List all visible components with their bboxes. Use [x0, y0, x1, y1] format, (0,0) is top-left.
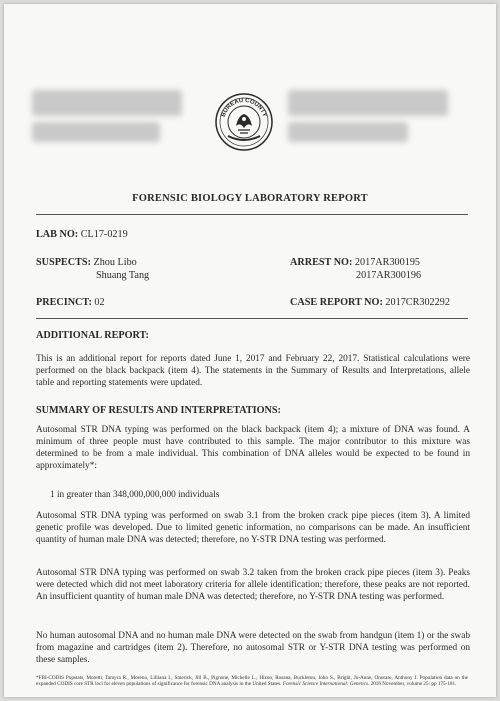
report-title: FORENSIC BIOLOGY LABORATORY REPORT — [132, 193, 368, 204]
redacted-block-right-2 — [288, 122, 408, 142]
summary-paragraph-2: Autosomal STR DNA typing was performed on swab 3.1 from the broken crack pipe pieces (item 3). A limited genetic profile was developed. Due to limited genetic information, no comparisons can be made. An insufficient quantity of human male DNA was detected; therefore, no Y-STR DNA testing was performed. — [36, 511, 470, 545]
redacted-block-left — [32, 90, 182, 116]
precinct-value: 02 — [94, 297, 105, 308]
report-page — [4, 4, 496, 697]
title-underline — [36, 214, 468, 215]
case-report-no-value: 2017CR302292 — [385, 297, 450, 308]
footnote — [36, 675, 468, 687]
county-seal-icon — [214, 92, 274, 152]
suspects — [36, 257, 137, 268]
arrest-no — [290, 257, 420, 268]
lab-no-value: CL17-0219 — [80, 229, 128, 240]
footnote-text: *FBI-CODIS Popstats, Moretti, Tamyra R., Moreno, Lilliana I., Smerick, Jill B., Pignone, Michelle L., Hizon, Rosana, Buckleton, John S., Bright, Jo-Anne, Onorato, Anthony J. Population data on the expanded CODIS core STR loci for eleven populations of significance for forensic DNA analysis in the United States. — [36, 675, 468, 688]
lab-no-label: LAB NO: — [36, 229, 79, 240]
footnote-journal: Forensic Science International: Genetics. — [282, 681, 370, 688]
summary-paragraph-3: Autosomal STR DNA typing was performed on swab 3.2 taken from the broken crack pipe pieces (item 3). Peaks were detected which did not meet laboratory criteria for allele identification; therefore, these peaks are not reported. An insufficient quantity of human male DNA was detected; therefore, no Y-STR DNA testing was performed. — [36, 568, 470, 602]
redacted-block-right — [288, 90, 448, 116]
case-report-no — [290, 297, 450, 308]
summary-statistic: 1 in greater than 348,000,000,000 individuals — [50, 490, 220, 500]
precinct-label: PRECINCT: — [36, 297, 92, 308]
redacted-block-left-2 — [32, 122, 160, 142]
additional-report-heading: ADDITIONAL REPORT: — [36, 330, 149, 341]
summary-paragraph-1: Autosomal STR DNA typing was performed on the black backpack (item 4); a mixture of DNA was found. A minimum of three people must have contributed to this sample. The major contributor to this mixture was determined to be from a male individual. This combination of DNA alleles would be expected to be found in approximately*: — [36, 425, 470, 471]
precinct — [36, 297, 105, 308]
suspect-name-1: Zhou Libo — [93, 257, 137, 268]
suspect-name-2: Shuang Tang — [96, 270, 150, 281]
lab-no — [36, 229, 128, 240]
header-divider — [36, 318, 468, 319]
arrest-no-value-1: 2017AR300195 — [354, 257, 421, 268]
summary-heading: SUMMARY OF RESULTS AND INTERPRETATIONS: — [36, 405, 281, 416]
arrest-no-label: ARREST NO: — [290, 257, 353, 268]
case-report-no-label: CASE REPORT NO: — [290, 297, 383, 308]
arrest-no-value-2: 2017AR300196 — [356, 270, 422, 281]
suspects-label: SUSPECTS: — [36, 257, 91, 268]
additional-report-text: This is an additional report for reports dated June 1, 2017 and February 22, 2017. Statistical calculations were performed on the black backpack (item 4). The statements in the Summary of Results and Interpretations, allele table and reporting statements were updated. — [36, 354, 470, 388]
footnote-tail: 2016 November, volume 25: pp 175-181. — [370, 681, 457, 688]
summary-paragraph-4: No human autosomal DNA and no human male DNA were detected on the swab from handgun (item 1) or the swab from magazine and cartridges (item 2). Therefore, no autosomal STR or Y-STR DNA testing was performed on these samples. — [36, 631, 470, 665]
seal-text: BUREAU COUNTY — [220, 97, 268, 118]
